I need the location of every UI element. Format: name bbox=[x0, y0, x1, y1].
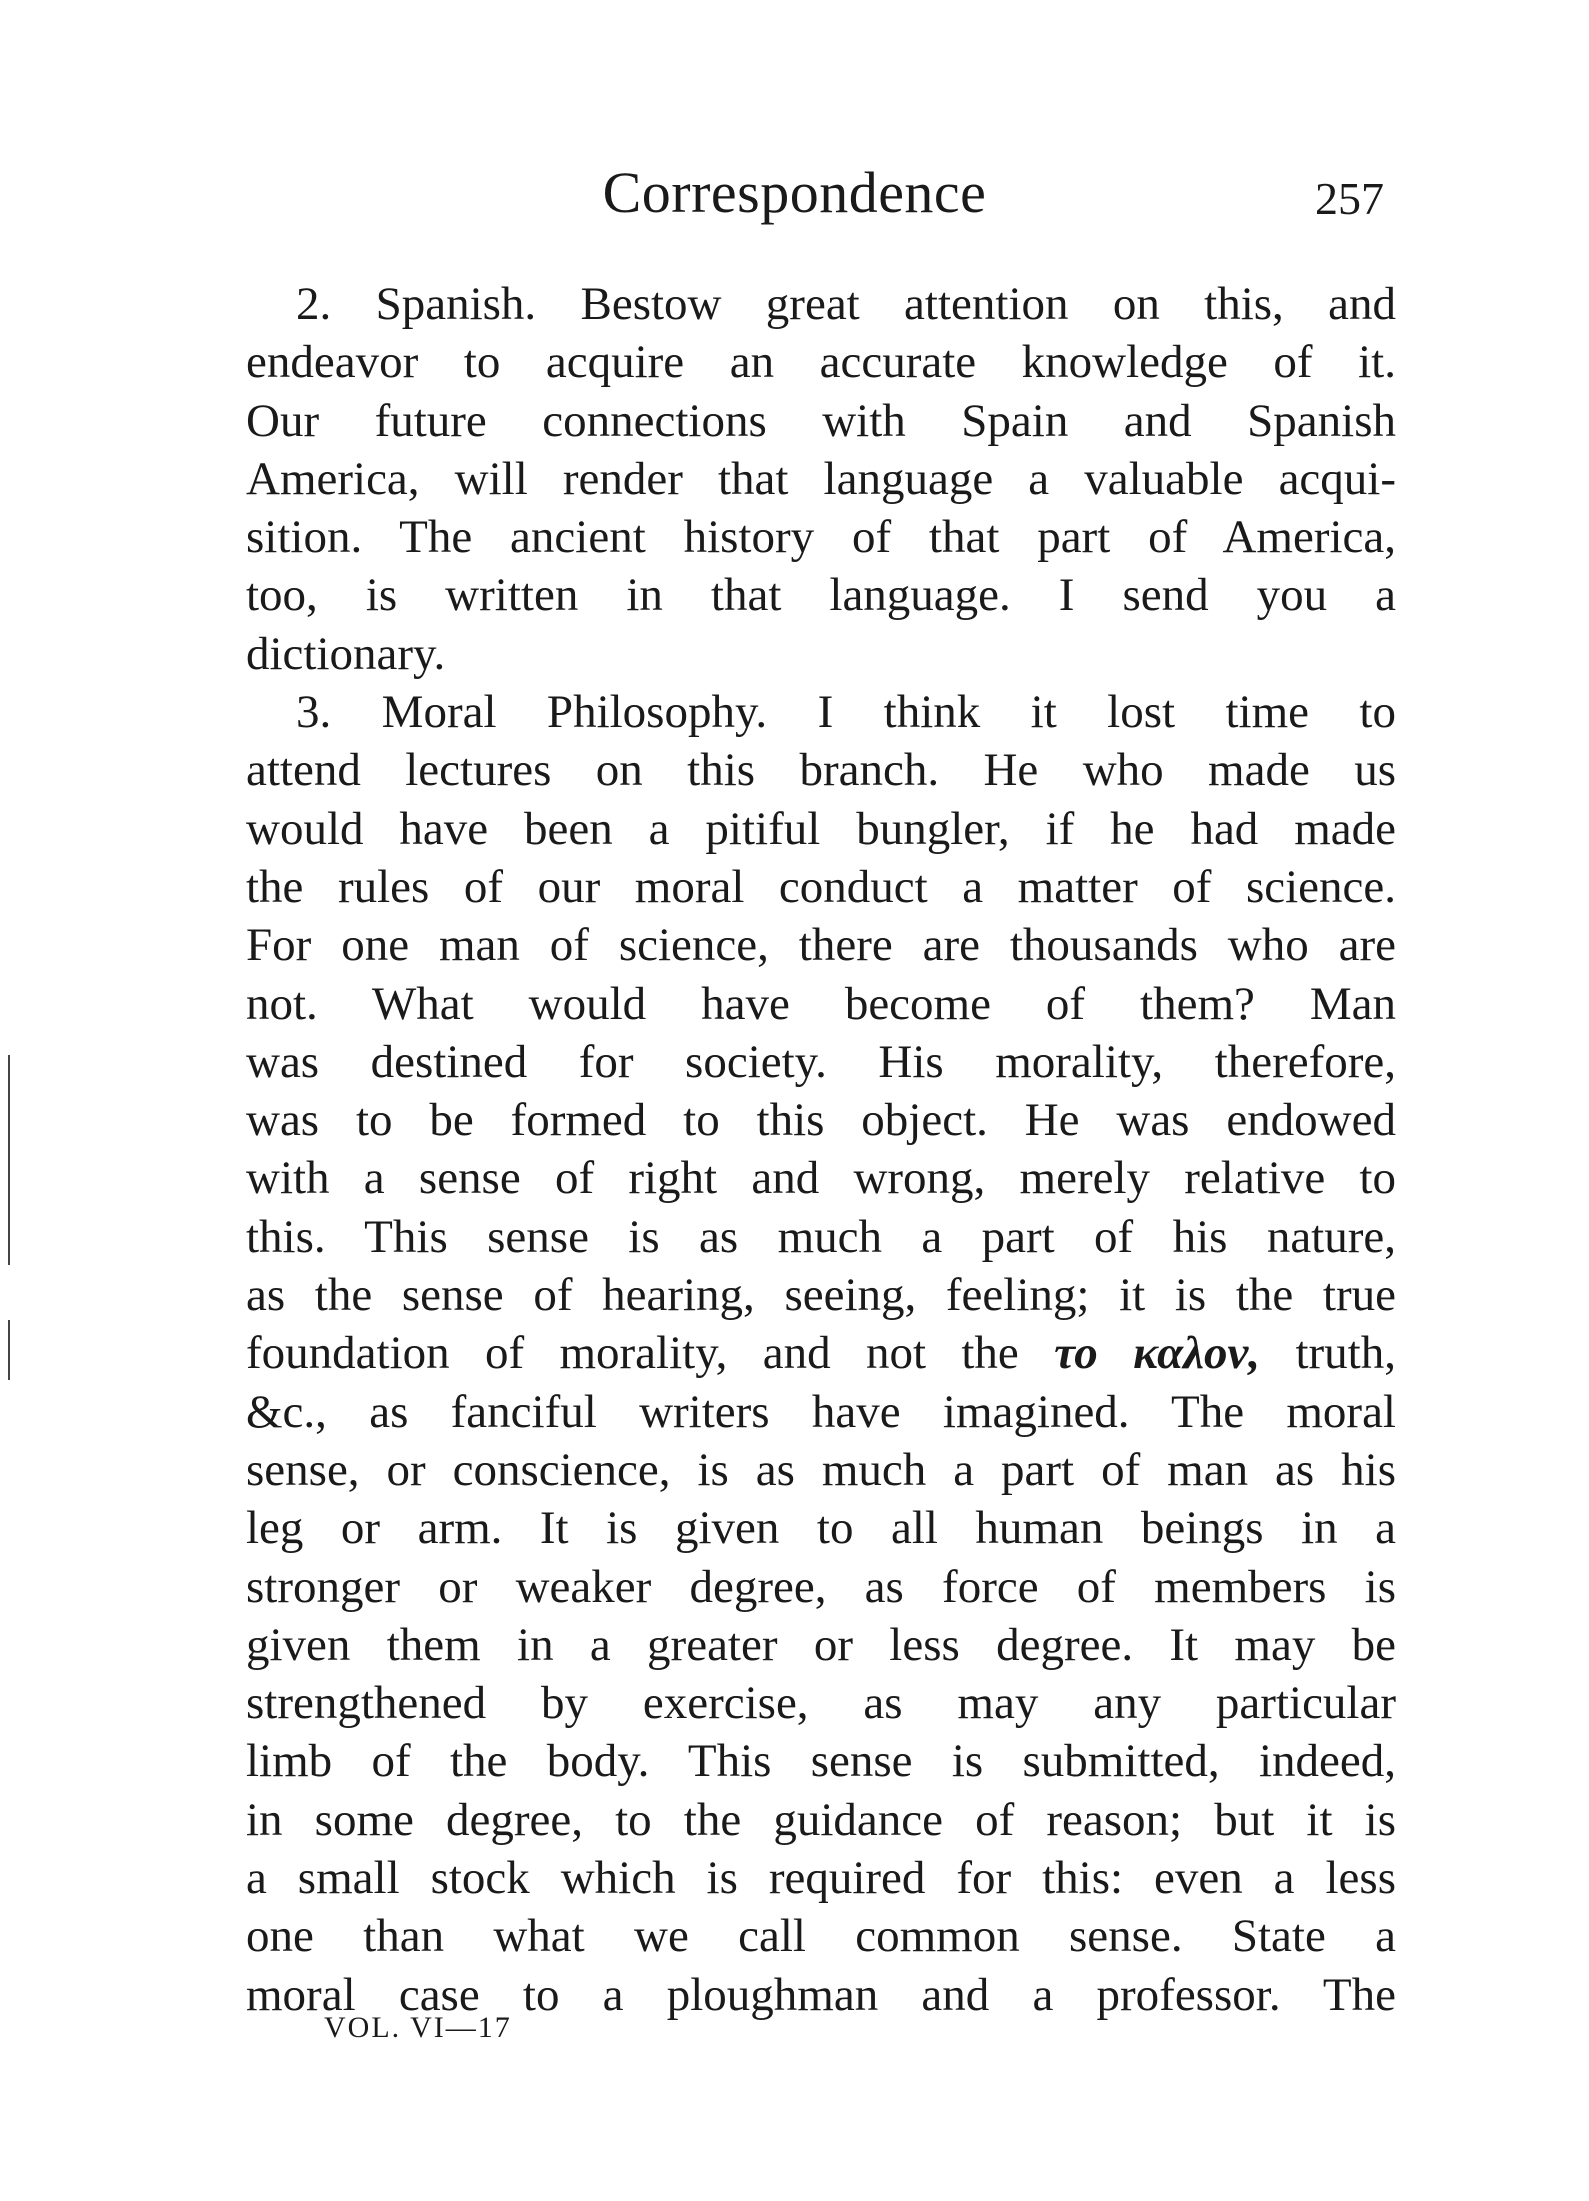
running-title: Correspondence bbox=[602, 160, 987, 225]
text-line: Our future connections with Spain and Spanish bbox=[246, 394, 1396, 447]
text-line: not. What would have become of them? Man bbox=[246, 977, 1396, 1030]
page-number: 257 bbox=[1315, 173, 1384, 224]
text-line: dictionary. bbox=[246, 627, 446, 680]
text-line: as the sense of hearing, seeing, feeling; it is the true bbox=[246, 1269, 1396, 1322]
text-line: For one man of science, there are thousands who are bbox=[246, 919, 1396, 972]
text-line: was destined for society. His morality, therefore, bbox=[246, 1035, 1396, 1088]
text-line: attend lectures on this branch. He who made us bbox=[246, 744, 1396, 797]
text-line: with a sense of right and wrong, merely relative to bbox=[246, 1152, 1396, 1205]
text-line: was to be formed to this object. He was endowed bbox=[246, 1094, 1396, 1147]
text-line: moral case to a ploughman and a professor. The bbox=[246, 1968, 1396, 2021]
text-line: strengthened by exercise, as may any particular bbox=[246, 1677, 1396, 1730]
margin-mark bbox=[8, 1320, 10, 1380]
margin-mark bbox=[8, 1055, 10, 1265]
signature-mark: VOL. VI—17 bbox=[324, 2011, 512, 2044]
text-line-greek bbox=[246, 1324, 1396, 1382]
text-line: limb of the body. This sense is submitted, indeed, bbox=[246, 1735, 1396, 1788]
text-fragment: foundation of morality, and not the bbox=[246, 1327, 1019, 1380]
text-line: a small stock which is required for this: even a less bbox=[246, 1852, 1396, 1905]
greek-phrase: το καλον, bbox=[1054, 1327, 1261, 1380]
text-line: 3. Moral Philosophy. I think it lost time to bbox=[296, 686, 1396, 739]
text-line: would have been a pitiful bungler, if he had made bbox=[246, 802, 1396, 855]
text-line: in some degree, to the guidance of reason; but it is bbox=[246, 1793, 1396, 1846]
text-line: 2. Spanish. Bestow great attention on this, and bbox=[296, 278, 1396, 330]
text-line: this. This sense is as much a part of his nature, bbox=[246, 1210, 1396, 1263]
text-line: endeavor to acquire an accurate knowledge of it. bbox=[246, 336, 1396, 389]
text-line: &c., as fanciful writers have imagined. The moral bbox=[246, 1385, 1396, 1438]
body-text bbox=[246, 275, 1396, 2024]
text-line: sition. The ancient history of that part of America, bbox=[246, 511, 1396, 564]
text-line: America, will render that language a valuable acqui- bbox=[246, 452, 1396, 505]
text-line: the rules of our moral conduct a matter of science. bbox=[246, 860, 1396, 913]
text-line: one than what we call common sense. State a bbox=[246, 1910, 1396, 1963]
text-line: given them in a greater or less degree. It may be bbox=[246, 1618, 1396, 1671]
text-fragment: truth, bbox=[1295, 1327, 1396, 1380]
running-head bbox=[0, 158, 1589, 228]
text-line: stronger or weaker degree, as force of members is bbox=[246, 1560, 1396, 1613]
text-line: sense, or conscience, is as much a part of man as his bbox=[246, 1443, 1396, 1496]
text-line: leg or arm. It is given to all human beings in a bbox=[246, 1502, 1396, 1555]
text-line: too, is written in that language. I send you a bbox=[246, 569, 1396, 622]
